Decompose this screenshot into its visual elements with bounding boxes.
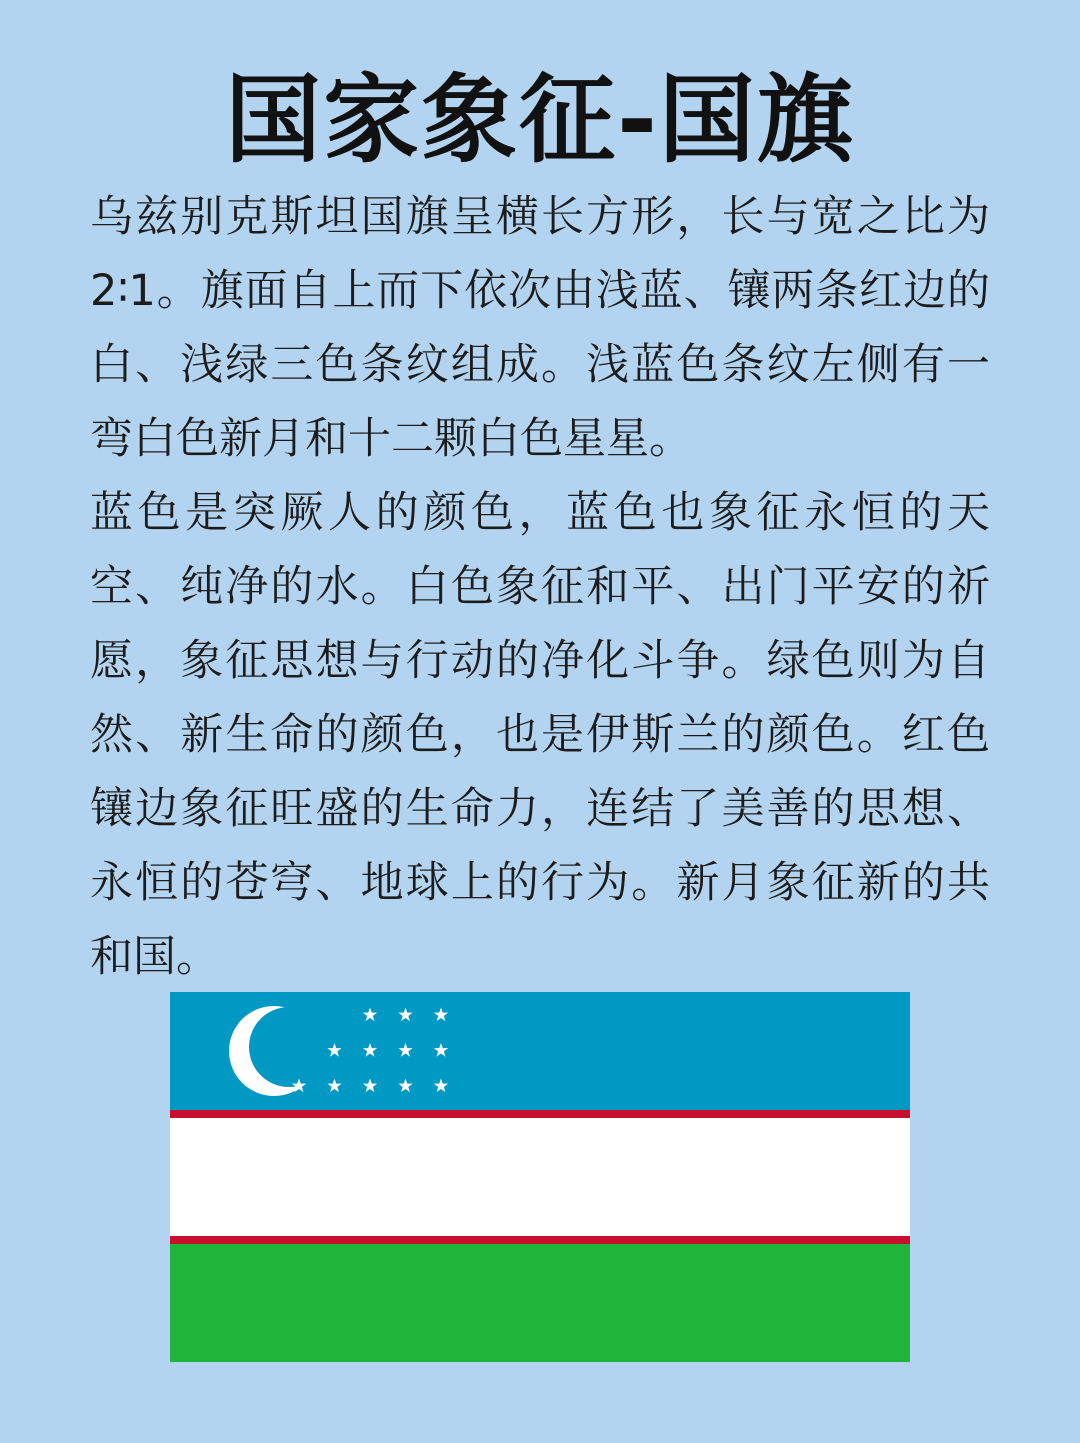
page-title: 国家象征-国旗: [225, 64, 855, 176]
flag-red-edge-bottom: [170, 1236, 910, 1244]
paragraph-flag-description: 乌兹别克斯坦国旗呈横长方形，长与宽之比为2∶1。旗面自上而下依次由浅蓝、镶两条红边的白、浅绿三色条纹组成。浅蓝色条纹左侧有一弯白色新月和十二颗白色星星。: [90, 192, 990, 464]
flag-white-stripe: [170, 1118, 910, 1236]
flag-red-edge-top: [170, 1110, 910, 1118]
body-text: [90, 180, 990, 994]
uzbekistan-flag: [170, 992, 910, 1362]
paragraph-color-meaning: 蓝色是突厥人的颜色，蓝色也象征永恒的天空、纯净的水。白色象征和平、出门平安的祈愿，象征思想与行动的净化斗争。绿色则为自然、新生命的颜色，也是伊斯兰的颜色。红色镶边象征旺盛的生命力，连结了美善的思想、永恒的苍穹、地球上的行为。新月象征新的共和国。: [90, 488, 990, 982]
flag-green-stripe: [170, 1244, 910, 1362]
